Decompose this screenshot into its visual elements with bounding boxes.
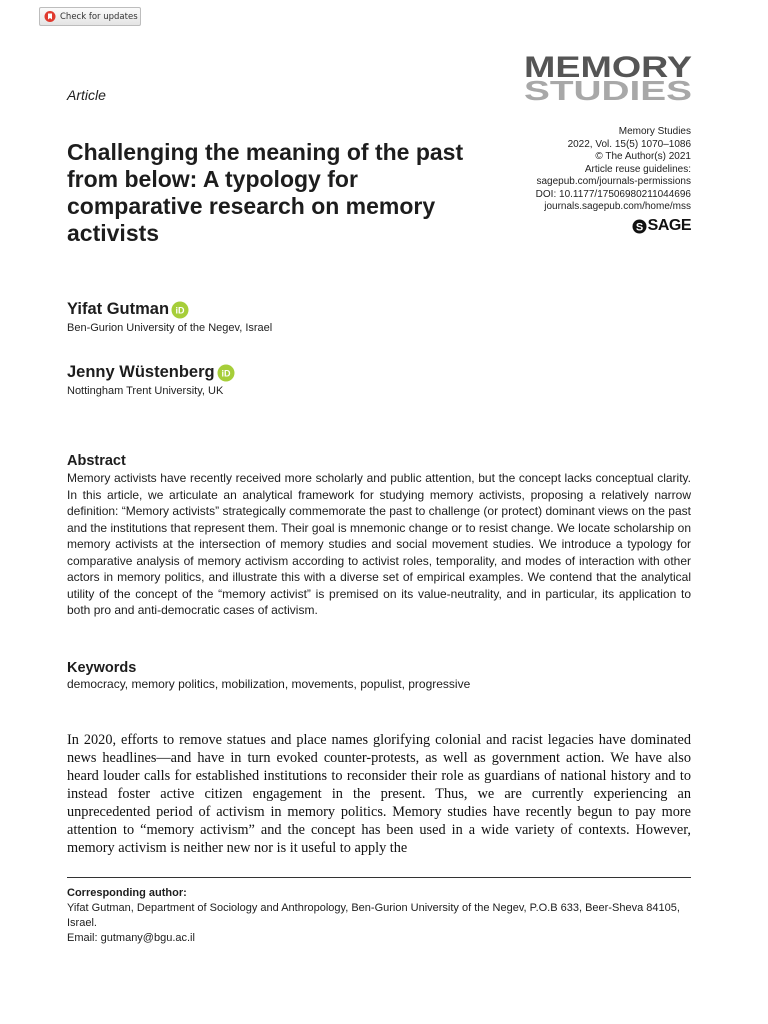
abstract-heading: Abstract — [67, 453, 126, 469]
article-type-label: Article — [67, 87, 106, 103]
sage-logo — [632, 217, 691, 235]
author-block — [67, 363, 235, 397]
volume-info: 2022, Vol. 15(5) 1070–1086 — [567, 138, 691, 150]
footnote-address: Yifat Gutman, Department of Sociology and Anthropology, Ben-Gurion University of the Negev, P.O.B 633, Beer-Sheva 84105, Israel. — [67, 902, 680, 929]
author-name: Jenny Wüstenberg — [67, 363, 215, 381]
abstract-text: Memory activists have recently received more scholarly and public attention, but the concept lacks conceptual clarity. In this article, we articulate an analytical framework for studying memory activists, proposing a relatively narrow definition: “Memory activists” strategically commemorate the past to challenge (or protect) dominant views on the past and the institutions that represent them. Their goal is mnemonic change or to resist change. We locate scholarship on memory activists at the intersection of memory studies and social movement studies. We introduce a typology for comparative analysis of memory activism according to activist roles, temporality, and modes of interaction with other actors in memory politics, and illustrate this with a diverse set of empirical examples. We contend that the analytical utility of the concept of the “memory activist” is premised on its value-neutrality, and in particular, its application to both pro and anti-democratic cases of activism. — [67, 471, 691, 617]
bookmark-refresh-icon — [44, 10, 56, 23]
svg-text:iD: iD — [175, 305, 185, 315]
journal-name: Memory Studies — [618, 126, 691, 137]
journal-home-link[interactable]: journals.sagepub.com/home/mss — [544, 201, 691, 212]
author-affiliation: Nottingham Trent University, UK — [67, 385, 224, 397]
author-affiliation: Ben-Gurion University of the Negev, Israel — [67, 322, 273, 334]
copyright: © The Author(s) 2021 — [595, 151, 691, 162]
journal-logo-line-2: STUDIES — [524, 75, 692, 103]
keywords-section — [67, 660, 691, 691]
keywords-heading: Keywords — [67, 660, 137, 676]
svg-text:iD: iD — [221, 368, 231, 378]
publication-info — [471, 126, 691, 214]
reuse-guidelines-label: Article reuse guidelines: — [584, 163, 691, 175]
orcid-icon[interactable] — [171, 301, 189, 319]
keywords-text: democracy, memory politics, mobilization, movements, populist, progressive — [67, 677, 471, 691]
article-title: Challenging the meaning of the past from below: A typology for comparative research on memory activists — [67, 139, 464, 246]
orcid-icon[interactable] — [217, 364, 235, 382]
doi[interactable]: DOI: 10.1177/17506980211044696 — [535, 188, 691, 200]
publisher-name: SAGE — [647, 217, 691, 234]
body-paragraph: In 2020, efforts to remove statues and place names glorifying colonial and racist legacies have dominated news headlines—and have in turn evoked counter-protests, as well as government action. We have also heard louder calls for established institutions to reconsider their role as guardians of national history and to instead foster active citizen engagement in the present. Thus, we are currently experiencing an unprecedented period of activism in memory politics. Memory studies have recently begun to pay more attention to “memory activism” and the concept has been used in a wide variety of contexts. However, memory activism is neither new nor is it useful to apply the — [67, 732, 691, 856]
journal-logo — [523, 53, 693, 103]
footnote-heading: Corresponding author: — [67, 887, 187, 899]
check-for-updates-button[interactable] — [39, 7, 141, 26]
footnote-divider — [67, 877, 691, 878]
svg-text:S: S — [635, 221, 643, 233]
permissions-link[interactable]: sagepub.com/journals-permissions — [536, 176, 691, 187]
journal-logo-line-1: MEMORY — [524, 53, 692, 84]
author-name: Yifat Gutman — [67, 300, 170, 318]
footnote-email[interactable]: Email: gutmany@bgu.ac.il — [67, 932, 195, 944]
author-block — [67, 300, 272, 334]
sage-s-icon — [632, 219, 647, 234]
corresponding-author-note — [67, 886, 691, 946]
check-for-updates-label: Check for updates — [60, 11, 138, 22]
abstract-section — [67, 453, 691, 619]
